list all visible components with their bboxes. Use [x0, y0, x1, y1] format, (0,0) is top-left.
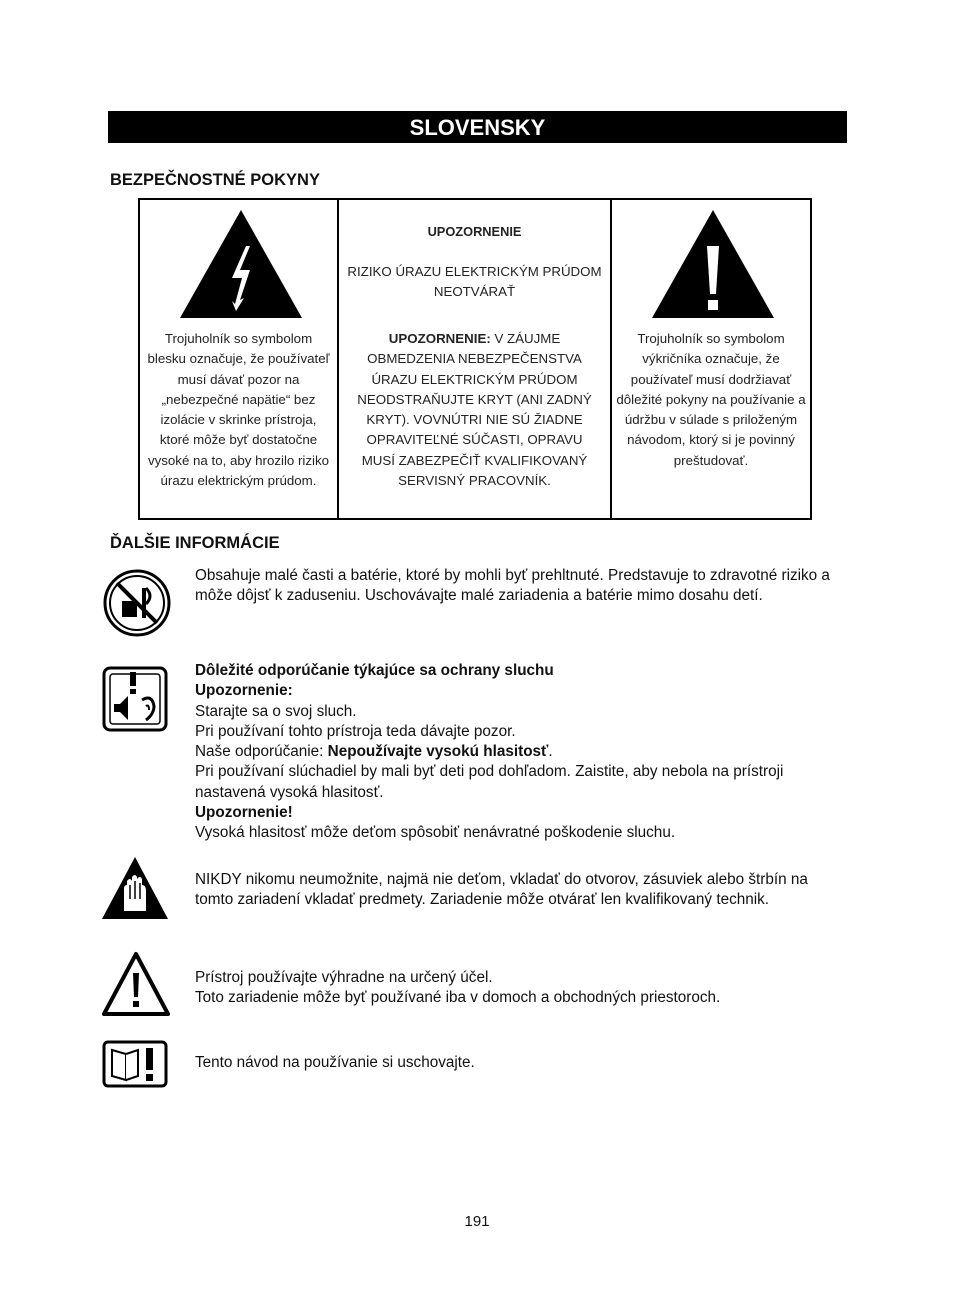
exclamation-warning-icon: [650, 208, 776, 320]
no-small-parts-icon: [102, 568, 172, 638]
caution-cell: [339, 200, 612, 518]
caution-risk-text: RIZIKO ÚRAZU ELEKTRICKÝM PRÚDOM NEOTVÁRAŤ: [347, 264, 602, 300]
page-number: 191: [464, 1213, 490, 1230]
openings-text: NIKDY nikomu neumožnite, najmä nie deťom, vkladať do otvorov, zásuviek alebo štrbín na tomto zariadení vkladať predmety. Zariadenie môže otvárať len kvalifikovaný technik.: [195, 871, 808, 909]
caution-title: UPOZORNENIE: [427, 224, 522, 239]
hand-warning-icon: [100, 855, 170, 921]
safety-heading: BEZPEČNOSTNÉ POKYNY: [110, 171, 320, 189]
caution-body: [349, 329, 600, 491]
usage-section: [195, 968, 845, 1009]
hearing-line: Pri používaní tohto prístroja teda dávajte pozor.: [195, 722, 516, 740]
caution-triangle-icon: [102, 951, 170, 1017]
hearing-rec-bold: Nepoužívajte vysokú hlasitosť: [327, 743, 549, 761]
lightning-description: Trojuholník so symbolom blesku označuje, že používateľ musí dávať pozor na „nebezpečné napätie“ bez izolácie v skrinke prístroja, ktoré môže byť dostatočne vysoké na to, aby hrozilo riziko úrazu elektrickým prúdom.: [147, 331, 330, 489]
hearing-warning-label: Upozornenie!: [195, 804, 293, 822]
caution-text: V ZÁUJME OBMEDZENIA NEBEZPEČENSTVA ÚRAZU ELEKTRICKÝM PRÚDOM NEODSTRAŇUJTE KRYT (ANI ZADNÝ KRYT). VOVNÚTRI NIE SÚ ŽIADNE OPRAVITEĽNÉ SÚČASTI, OPRAVU MUSÍ ZABEZPEČIŤ KVALIFIKOVANÝ SERVISNÝ PRACOVNÍK.: [357, 331, 592, 489]
caution-label: UPOZORNENIE:: [388, 331, 491, 346]
hearing-protection-icon: [102, 666, 168, 732]
hearing-line: Vysoká hlasitosť môže deťom spôsobiť nenávratné poškodenie sluchu.: [195, 824, 676, 842]
keep-manual-icon: [102, 1040, 168, 1088]
lightning-cell: [140, 200, 339, 518]
exclamation-description: Trojuholník so symbolom výkričníka označuje, že používateľ musí dodržiavať dôležité pokyny na používanie a údržbu v súlade s priloženým návodom, ktorý si je povinný preštudovať.: [616, 331, 806, 468]
usage-line: Toto zariadenie môže byť používané iba v domoch a obchodných priestoroch.: [195, 989, 721, 1007]
safety-warning-table: [138, 198, 812, 520]
info-heading: ĎALŠIE INFORMÁCIE: [110, 534, 280, 552]
hearing-warning-label: Upozornenie:: [195, 682, 293, 700]
hearing-recommendation: [195, 742, 845, 762]
hearing-line: Starajte sa o svoj sluch.: [195, 702, 357, 720]
hearing-rec-suffix: .: [548, 743, 553, 761]
language-banner: SLOVENSKY: [108, 111, 847, 143]
hearing-rec-prefix: Naše odporúčanie:: [195, 743, 328, 761]
hearing-section: [195, 661, 845, 844]
exclamation-cell: [612, 200, 810, 518]
hearing-line: Pri používaní slúchadiel by mali byť deti pod dohľadom. Zaistite, aby nebola na prístroji nastavená vysoká hlasitosť.: [195, 763, 784, 801]
manual-text: Tento návod na používanie si uschovajte.: [195, 1054, 475, 1071]
hearing-title: Dôležité odporúčanie týkajúce sa ochrany sluchu: [195, 662, 554, 679]
usage-line: Prístroj používajte výhradne na určený účel.: [195, 969, 493, 986]
small-parts-text: Obsahuje malé časti a batérie, ktoré by mohli byť prehltnuté. Predstavuje to zdravotné riziko a môže dôjsť k zaduseniu. Uschovávajte malé zariadenia a batérie mimo dosahu detí.: [195, 567, 830, 605]
lightning-warning-icon: [178, 208, 304, 320]
